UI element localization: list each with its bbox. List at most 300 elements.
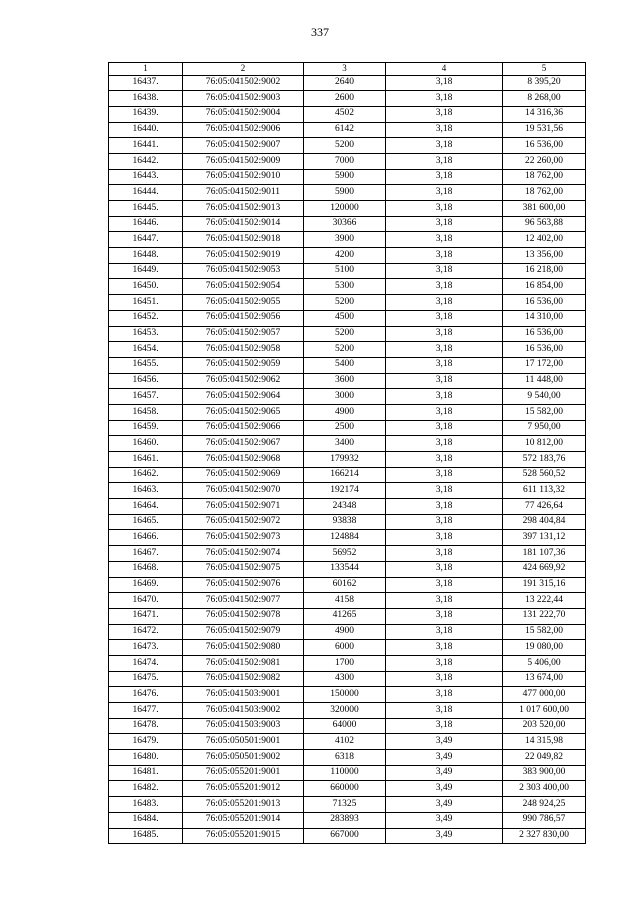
row-number-cell: 16457. — [109, 389, 183, 405]
table-row — [109, 216, 586, 232]
row-number-cell: 16482. — [109, 781, 183, 797]
rate-cell: 3,18 — [386, 75, 503, 91]
area-cell: 30366 — [304, 216, 386, 232]
value-cell: 16 536,00 — [503, 138, 586, 154]
row-number-cell: 16451. — [109, 295, 183, 311]
row-number-cell: 16468. — [109, 561, 183, 577]
row-number-cell: 16484. — [109, 812, 183, 828]
cadastral-number-cell: 76:05:041502:9069 — [183, 467, 304, 483]
area-cell: 4158 — [304, 593, 386, 609]
rate-cell: 3,18 — [386, 577, 503, 593]
value-cell: 77 426,64 — [503, 499, 586, 515]
rate-cell: 3,18 — [386, 483, 503, 499]
table-row — [109, 828, 586, 844]
value-cell: 131 222,70 — [503, 608, 586, 624]
area-cell: 93838 — [304, 514, 386, 530]
value-cell: 16 854,00 — [503, 279, 586, 295]
area-cell: 2600 — [304, 91, 386, 107]
area-cell: 6000 — [304, 640, 386, 656]
value-cell: 15 582,00 — [503, 404, 586, 420]
rate-cell: 3,18 — [386, 452, 503, 468]
area-cell: 110000 — [304, 765, 386, 781]
area-cell: 3900 — [304, 232, 386, 248]
value-cell: 611 113,32 — [503, 483, 586, 499]
value-cell: 298 404,84 — [503, 514, 586, 530]
row-number-cell: 16474. — [109, 655, 183, 671]
row-number-cell: 16442. — [109, 153, 183, 169]
table-row — [109, 561, 586, 577]
value-cell: 990 786,57 — [503, 812, 586, 828]
table-row — [109, 624, 586, 640]
area-cell: 60162 — [304, 577, 386, 593]
row-number-cell: 16483. — [109, 797, 183, 813]
area-cell: 6142 — [304, 122, 386, 138]
table-row — [109, 201, 586, 217]
value-cell: 1 017 600,00 — [503, 703, 586, 719]
value-cell: 22 260,00 — [503, 153, 586, 169]
value-cell: 14 310,00 — [503, 310, 586, 326]
area-cell: 3400 — [304, 436, 386, 452]
area-cell: 4900 — [304, 624, 386, 640]
row-number-cell: 16477. — [109, 703, 183, 719]
cadastral-number-cell: 76:05:041502:9081 — [183, 655, 304, 671]
row-number-cell: 16481. — [109, 765, 183, 781]
area-cell: 5400 — [304, 357, 386, 373]
cadastral-number-cell: 76:05:041502:9013 — [183, 201, 304, 217]
area-cell: 6318 — [304, 750, 386, 766]
area-cell: 5200 — [304, 326, 386, 342]
rate-cell: 3,49 — [386, 797, 503, 813]
cadastral-number-cell: 76:05:041502:9002 — [183, 75, 304, 91]
table-row — [109, 75, 586, 91]
table-row — [109, 153, 586, 169]
value-cell: 8 395,20 — [503, 75, 586, 91]
cadastral-number-cell: 76:05:055201:9013 — [183, 797, 304, 813]
row-number-cell: 16466. — [109, 530, 183, 546]
area-cell: 5900 — [304, 185, 386, 201]
table-row — [109, 436, 586, 452]
table-row — [109, 326, 586, 342]
value-cell: 16 536,00 — [503, 326, 586, 342]
rate-cell: 3,18 — [386, 138, 503, 154]
cadastral-number-cell: 76:05:041502:9004 — [183, 106, 304, 122]
value-cell: 5 406,00 — [503, 655, 586, 671]
cadastral-number-cell: 76:05:041502:9072 — [183, 514, 304, 530]
row-number-cell: 16476. — [109, 687, 183, 703]
table-row — [109, 483, 586, 499]
area-cell: 283893 — [304, 812, 386, 828]
row-number-cell: 16464. — [109, 499, 183, 515]
value-cell: 572 183,76 — [503, 452, 586, 468]
value-cell: 12 402,00 — [503, 232, 586, 248]
rate-cell: 3,18 — [386, 404, 503, 420]
row-number-cell: 16443. — [109, 169, 183, 185]
value-cell: 16 536,00 — [503, 295, 586, 311]
cadastral-number-cell: 76:05:041502:9053 — [183, 263, 304, 279]
row-number-cell: 16450. — [109, 279, 183, 295]
area-cell: 5200 — [304, 342, 386, 358]
rate-cell: 3,18 — [386, 201, 503, 217]
value-cell: 381 600,00 — [503, 201, 586, 217]
rate-cell: 3,18 — [386, 561, 503, 577]
area-cell: 133544 — [304, 561, 386, 577]
table-row — [109, 404, 586, 420]
row-number-cell: 16440. — [109, 122, 183, 138]
area-cell: 166214 — [304, 467, 386, 483]
area-cell: 4502 — [304, 106, 386, 122]
cadastral-number-cell: 76:05:055201:9015 — [183, 828, 304, 844]
table-row — [109, 420, 586, 436]
rate-cell: 3,18 — [386, 279, 503, 295]
cadastral-number-cell: 76:05:050501:9002 — [183, 750, 304, 766]
rate-cell: 3,18 — [386, 718, 503, 734]
cadastral-number-cell: 76:05:041502:9074 — [183, 546, 304, 562]
cadastral-number-cell: 76:05:055201:9001 — [183, 765, 304, 781]
value-cell: 203 520,00 — [503, 718, 586, 734]
rate-cell: 3,49 — [386, 765, 503, 781]
row-number-cell: 16467. — [109, 546, 183, 562]
cadastral-number-cell: 76:05:041502:9007 — [183, 138, 304, 154]
value-cell: 11 448,00 — [503, 373, 586, 389]
table-row — [109, 530, 586, 546]
rate-cell: 3,49 — [386, 812, 503, 828]
value-cell: 13 222,44 — [503, 593, 586, 609]
cadastral-number-cell: 76:05:041502:9070 — [183, 483, 304, 499]
area-cell: 4200 — [304, 248, 386, 264]
header-row — [109, 63, 586, 76]
row-number-cell: 16438. — [109, 91, 183, 107]
area-cell: 1700 — [304, 655, 386, 671]
table-row — [109, 577, 586, 593]
cadastral-number-cell: 76:05:041502:9011 — [183, 185, 304, 201]
table-row — [109, 91, 586, 107]
value-cell: 16 218,00 — [503, 263, 586, 279]
cadastral-number-cell: 76:05:041502:9079 — [183, 624, 304, 640]
table-row — [109, 655, 586, 671]
table-row — [109, 169, 586, 185]
rate-cell: 3,18 — [386, 248, 503, 264]
area-cell: 5900 — [304, 169, 386, 185]
table-row — [109, 499, 586, 515]
column-header-1: 1 — [109, 63, 183, 76]
row-number-cell: 16446. — [109, 216, 183, 232]
cadastral-number-cell: 76:05:041502:9071 — [183, 499, 304, 515]
row-number-cell: 16461. — [109, 452, 183, 468]
cadastral-number-cell: 76:05:041502:9073 — [183, 530, 304, 546]
cadastral-number-cell: 76:05:041502:9003 — [183, 91, 304, 107]
table-row — [109, 452, 586, 468]
row-number-cell: 16459. — [109, 420, 183, 436]
column-header-4: 4 — [386, 63, 503, 76]
rate-cell: 3,18 — [386, 499, 503, 515]
rate-cell: 3,18 — [386, 326, 503, 342]
table-row — [109, 608, 586, 624]
cadastral-value-table — [108, 62, 586, 844]
table-row — [109, 279, 586, 295]
value-cell: 9 540,00 — [503, 389, 586, 405]
table-row — [109, 546, 586, 562]
row-number-cell: 16470. — [109, 593, 183, 609]
table-row — [109, 687, 586, 703]
rate-cell: 3,49 — [386, 750, 503, 766]
rate-cell: 3,18 — [386, 310, 503, 326]
cadastral-number-cell: 76:05:055201:9014 — [183, 812, 304, 828]
rate-cell: 3,18 — [386, 436, 503, 452]
table-row — [109, 734, 586, 750]
area-cell: 3600 — [304, 373, 386, 389]
area-cell: 64000 — [304, 718, 386, 734]
table-row — [109, 812, 586, 828]
rate-cell: 3,18 — [386, 295, 503, 311]
rate-cell: 3,18 — [386, 593, 503, 609]
row-number-cell: 16469. — [109, 577, 183, 593]
value-cell: 18 762,00 — [503, 185, 586, 201]
area-cell: 120000 — [304, 201, 386, 217]
row-number-cell: 16455. — [109, 357, 183, 373]
rate-cell: 3,18 — [386, 232, 503, 248]
table-row — [109, 718, 586, 734]
cadastral-number-cell: 76:05:050501:9001 — [183, 734, 304, 750]
row-number-cell: 16462. — [109, 467, 183, 483]
area-cell: 56952 — [304, 546, 386, 562]
table-row — [109, 122, 586, 138]
row-number-cell: 16473. — [109, 640, 183, 656]
table-row — [109, 185, 586, 201]
area-cell: 667000 — [304, 828, 386, 844]
rate-cell: 3,18 — [386, 640, 503, 656]
area-cell: 71325 — [304, 797, 386, 813]
rate-cell: 3,18 — [386, 91, 503, 107]
area-cell: 41265 — [304, 608, 386, 624]
value-cell: 7 950,00 — [503, 420, 586, 436]
cadastral-number-cell: 76:05:041502:9067 — [183, 436, 304, 452]
table-row — [109, 765, 586, 781]
area-cell: 4102 — [304, 734, 386, 750]
value-cell: 191 315,16 — [503, 577, 586, 593]
row-number-cell: 16471. — [109, 608, 183, 624]
value-cell: 14 316,36 — [503, 106, 586, 122]
cadastral-number-cell: 76:05:041502:9055 — [183, 295, 304, 311]
value-cell: 10 812,00 — [503, 436, 586, 452]
cadastral-number-cell: 76:05:041502:9062 — [183, 373, 304, 389]
row-number-cell: 16454. — [109, 342, 183, 358]
table-header — [109, 63, 586, 76]
area-cell: 660000 — [304, 781, 386, 797]
row-number-cell: 16448. — [109, 248, 183, 264]
row-number-cell: 16441. — [109, 138, 183, 154]
rate-cell: 3,18 — [386, 263, 503, 279]
cadastral-number-cell: 76:05:041502:9064 — [183, 389, 304, 405]
cadastral-number-cell: 76:05:055201:9012 — [183, 781, 304, 797]
column-header-2: 2 — [183, 63, 304, 76]
row-number-cell: 16465. — [109, 514, 183, 530]
cadastral-number-cell: 76:05:041503:9003 — [183, 718, 304, 734]
rate-cell: 3,18 — [386, 357, 503, 373]
table-row — [109, 593, 586, 609]
cadastral-number-cell: 76:05:041502:9066 — [183, 420, 304, 436]
row-number-cell: 16445. — [109, 201, 183, 217]
cadastral-number-cell: 76:05:041502:9076 — [183, 577, 304, 593]
value-cell: 19 080,00 — [503, 640, 586, 656]
area-cell: 5300 — [304, 279, 386, 295]
value-cell: 16 536,00 — [503, 342, 586, 358]
value-cell: 2 303 400,00 — [503, 781, 586, 797]
area-cell: 179932 — [304, 452, 386, 468]
value-cell: 248 924,25 — [503, 797, 586, 813]
rate-cell: 3,18 — [386, 671, 503, 687]
area-cell: 5200 — [304, 295, 386, 311]
rate-cell: 3,18 — [386, 687, 503, 703]
value-cell: 528 560,52 — [503, 467, 586, 483]
cadastral-number-cell: 76:05:041502:9057 — [183, 326, 304, 342]
table-row — [109, 514, 586, 530]
row-number-cell: 16439. — [109, 106, 183, 122]
cadastral-number-cell: 76:05:041502:9059 — [183, 357, 304, 373]
cadastral-number-cell: 76:05:041503:9001 — [183, 687, 304, 703]
rate-cell: 3,18 — [386, 467, 503, 483]
value-cell: 17 172,00 — [503, 357, 586, 373]
rate-cell: 3,18 — [386, 106, 503, 122]
row-number-cell: 16485. — [109, 828, 183, 844]
column-header-5: 5 — [503, 63, 586, 76]
table-row — [109, 703, 586, 719]
rate-cell: 3,18 — [386, 153, 503, 169]
area-cell: 7000 — [304, 153, 386, 169]
table-row — [109, 781, 586, 797]
cadastral-number-cell: 76:05:041502:9054 — [183, 279, 304, 295]
cadastral-number-cell: 76:05:041502:9068 — [183, 452, 304, 468]
rate-cell: 3,18 — [386, 703, 503, 719]
value-cell: 13 674,00 — [503, 671, 586, 687]
table-row — [109, 750, 586, 766]
value-cell: 13 356,00 — [503, 248, 586, 264]
table-row — [109, 640, 586, 656]
value-cell: 15 582,00 — [503, 624, 586, 640]
area-cell: 5100 — [304, 263, 386, 279]
area-cell: 3000 — [304, 389, 386, 405]
value-cell: 22 049,82 — [503, 750, 586, 766]
column-header-3: 3 — [304, 63, 386, 76]
cadastral-number-cell: 76:05:041502:9010 — [183, 169, 304, 185]
area-cell: 2640 — [304, 75, 386, 91]
table-row — [109, 797, 586, 813]
rate-cell: 3,49 — [386, 781, 503, 797]
table-row — [109, 248, 586, 264]
area-cell: 320000 — [304, 703, 386, 719]
area-cell: 192174 — [304, 483, 386, 499]
table-row — [109, 342, 586, 358]
table-row — [109, 671, 586, 687]
value-cell: 96 563,88 — [503, 216, 586, 232]
rate-cell: 3,18 — [386, 169, 503, 185]
area-cell: 150000 — [304, 687, 386, 703]
row-number-cell: 16458. — [109, 404, 183, 420]
table-row — [109, 263, 586, 279]
row-number-cell: 16447. — [109, 232, 183, 248]
cadastral-number-cell: 76:05:041502:9056 — [183, 310, 304, 326]
rate-cell: 3,18 — [386, 546, 503, 562]
table-row — [109, 295, 586, 311]
table-row — [109, 357, 586, 373]
cadastral-number-cell: 76:05:041502:9075 — [183, 561, 304, 577]
area-cell: 4500 — [304, 310, 386, 326]
table-row — [109, 310, 586, 326]
row-number-cell: 16475. — [109, 671, 183, 687]
rate-cell: 3,18 — [386, 216, 503, 232]
cadastral-number-cell: 76:05:041502:9077 — [183, 593, 304, 609]
row-number-cell: 16456. — [109, 373, 183, 389]
value-cell: 397 131,12 — [503, 530, 586, 546]
page-number: 337 — [311, 25, 329, 39]
cadastral-number-cell: 76:05:041502:9080 — [183, 640, 304, 656]
table-row — [109, 389, 586, 405]
cadastral-number-cell: 76:05:041503:9002 — [183, 703, 304, 719]
table-row — [109, 106, 586, 122]
value-cell: 2 327 830,00 — [503, 828, 586, 844]
rate-cell: 3,49 — [386, 828, 503, 844]
rate-cell: 3,18 — [386, 420, 503, 436]
area-cell: 4900 — [304, 404, 386, 420]
value-cell: 18 762,00 — [503, 169, 586, 185]
row-number-cell: 16444. — [109, 185, 183, 201]
cadastral-number-cell: 76:05:041502:9065 — [183, 404, 304, 420]
rate-cell: 3,18 — [386, 122, 503, 138]
rate-cell: 3,18 — [386, 514, 503, 530]
cadastral-number-cell: 76:05:041502:9018 — [183, 232, 304, 248]
row-number-cell: 16452. — [109, 310, 183, 326]
cadastral-number-cell: 76:05:041502:9019 — [183, 248, 304, 264]
area-cell: 5200 — [304, 138, 386, 154]
table-body — [109, 75, 586, 844]
cadastral-number-cell: 76:05:041502:9006 — [183, 122, 304, 138]
value-cell: 181 107,36 — [503, 546, 586, 562]
row-number-cell: 16472. — [109, 624, 183, 640]
row-number-cell: 16479. — [109, 734, 183, 750]
row-number-cell: 16453. — [109, 326, 183, 342]
table-row — [109, 232, 586, 248]
row-number-cell: 16480. — [109, 750, 183, 766]
row-number-cell: 16437. — [109, 75, 183, 91]
rate-cell: 3,18 — [386, 185, 503, 201]
rate-cell: 3,18 — [386, 530, 503, 546]
row-number-cell: 16463. — [109, 483, 183, 499]
table-row — [109, 467, 586, 483]
area-cell: 24348 — [304, 499, 386, 515]
value-cell: 8 268,00 — [503, 91, 586, 107]
rate-cell: 3,18 — [386, 624, 503, 640]
rate-cell: 3,18 — [386, 373, 503, 389]
table-row — [109, 373, 586, 389]
row-number-cell: 16478. — [109, 718, 183, 734]
rate-cell: 3,18 — [386, 655, 503, 671]
value-cell: 19 531,56 — [503, 122, 586, 138]
value-cell: 424 669,92 — [503, 561, 586, 577]
cadastral-number-cell: 76:05:041502:9009 — [183, 153, 304, 169]
value-cell: 14 315,98 — [503, 734, 586, 750]
rate-cell: 3,18 — [386, 389, 503, 405]
rate-cell: 3,49 — [386, 734, 503, 750]
area-cell: 4300 — [304, 671, 386, 687]
table-row — [109, 138, 586, 154]
area-cell: 124884 — [304, 530, 386, 546]
row-number-cell: 16460. — [109, 436, 183, 452]
rate-cell: 3,18 — [386, 342, 503, 358]
row-number-cell: 16449. — [109, 263, 183, 279]
value-cell: 477 000,00 — [503, 687, 586, 703]
rate-cell: 3,18 — [386, 608, 503, 624]
cadastral-number-cell: 76:05:041502:9082 — [183, 671, 304, 687]
cadastral-number-cell: 76:05:041502:9014 — [183, 216, 304, 232]
